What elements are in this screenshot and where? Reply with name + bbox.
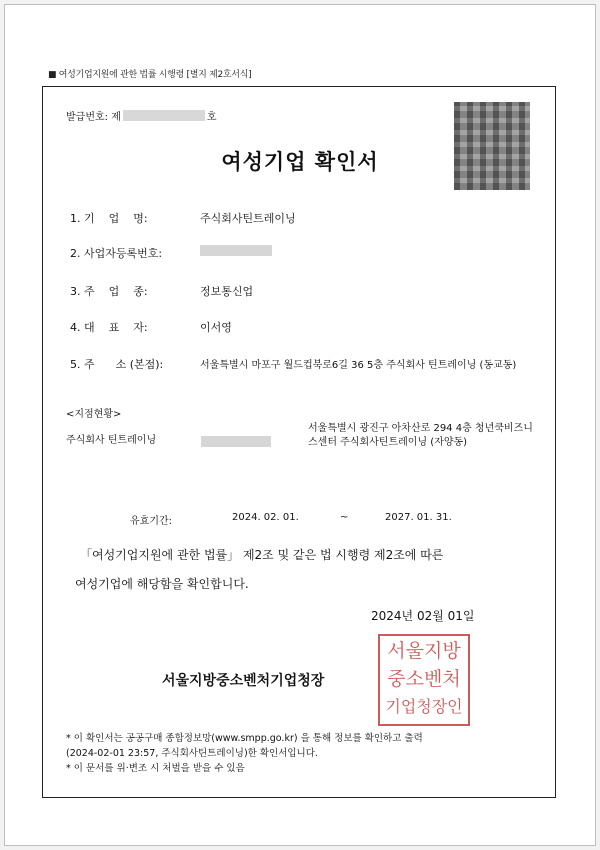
branch-heading: <지점현황> (66, 409, 122, 420)
seal-line2: 중소벤처 (387, 668, 461, 690)
note-line3: * 이 문서를 위·변조 시 처벌을 받을 수 있음 (66, 763, 245, 774)
field-company-name (70, 210, 296, 226)
redacted-branch-number (201, 431, 271, 450)
field-label: 4. 대 표 자: (70, 321, 148, 334)
validity-label: 유효기간: (130, 516, 173, 527)
issue-number (66, 108, 217, 123)
redacted-issue-number (123, 110, 205, 121)
note-line2: (2024-02-01 23:57, 주식회사틴트레이닝)한 확인서입니다. (66, 748, 318, 759)
field-value: 이서영 (200, 321, 232, 334)
confirmation-text-line2: 여성기업에 해당함을 확인합니다. (75, 577, 249, 591)
validity-end: 2027. 01. 31. (385, 512, 452, 523)
field-value: 정보통신업 (200, 285, 254, 298)
official-seal (378, 634, 470, 726)
field-industry (70, 283, 254, 299)
field-address (70, 356, 517, 372)
field-business-number (70, 245, 192, 261)
form-caption: ■ 여성기업지원에 관한 법률 시행령 [별지 제2호서식] (48, 70, 252, 80)
validity-start: 2024. 02. 01. (232, 512, 299, 523)
note-line1: * 이 확인서는 공공구매 종합정보망(www.smpp.go.kr) 을 통해 정보를 확인하고 출력 (66, 733, 423, 744)
branch-address-line2: 스센터 주식회사틴트레이닝 (자양동) (308, 437, 468, 448)
branch-address-line1: 서울특별시 광진구 아차산로 294 4층 청년쿡비즈니 (308, 423, 533, 434)
field-value: 서울특별시 마포구 월드컵북로6길 36 5층 주식회사 틴트레이닝 (동교동) (200, 360, 517, 371)
field-label: 1. 기 업 명: (70, 212, 148, 225)
confirmation-text-line1: 「여성기업지원에 관한 법률」 제2조 및 같은 법 시행령 제2조에 따른 (80, 548, 444, 562)
field-label: 3. 주 업 종: (70, 285, 148, 298)
seal-line1: 서울지방 (387, 640, 461, 662)
branch-name: 주식회사 틴트레이닝 (66, 435, 157, 446)
field-label: 2. 사업자등록번호: (70, 247, 163, 260)
branch-address (308, 422, 548, 450)
document-title: 여성기업 확인서 (221, 150, 379, 174)
field-label: 5. 주 소 (본점): (70, 358, 164, 371)
issued-date: 2024년 02월 01일 (371, 609, 475, 623)
issue-number-prefix: 발급번호: 제 (66, 112, 121, 123)
field-value: 주식회사틴트레이닝 (200, 212, 296, 225)
seal-line3: 기업청장인 (385, 697, 463, 716)
redacted-business-number (200, 245, 272, 258)
field-representative (70, 319, 232, 335)
issuer-name: 서울지방중소벤처기업청장 (162, 673, 325, 689)
validity-separator: ~ (340, 512, 349, 523)
issue-number-suffix: 호 (206, 112, 217, 123)
